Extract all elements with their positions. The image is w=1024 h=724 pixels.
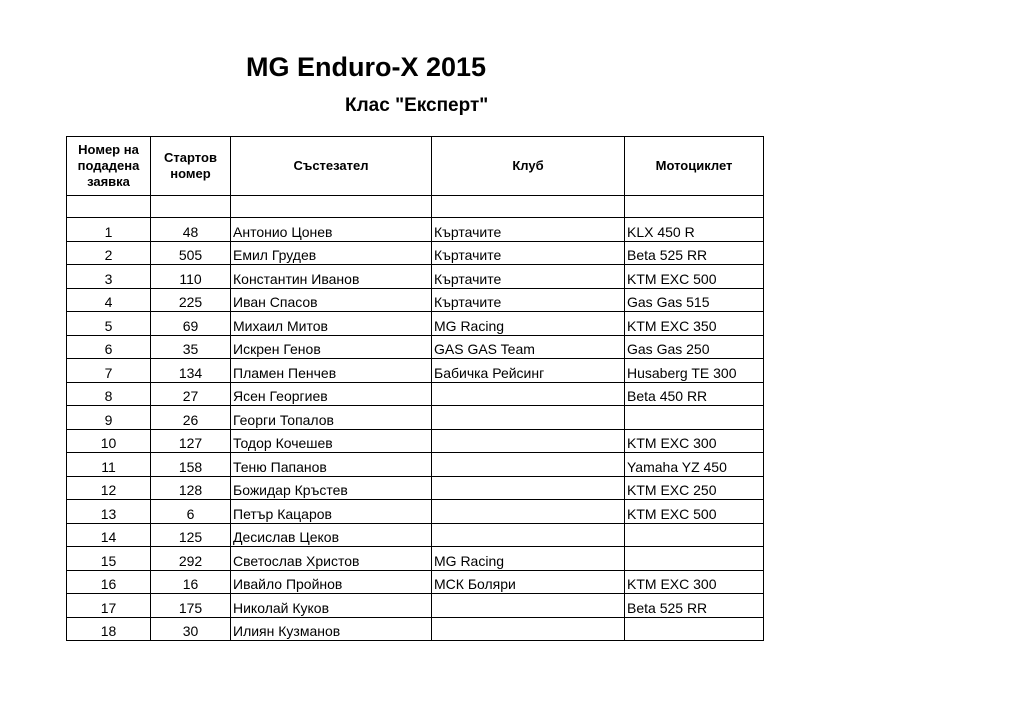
competitor-cell: Емил Грудев — [231, 241, 432, 265]
table-row — [67, 359, 764, 383]
club-cell — [432, 523, 625, 547]
table-row — [67, 382, 764, 406]
table-row — [67, 429, 764, 453]
table-row — [67, 570, 764, 594]
header-competitor: Състезател — [231, 137, 432, 196]
competitor-cell: Пламен Пенчев — [231, 359, 432, 383]
competitor-cell: Божидар Кръстев — [231, 476, 432, 500]
competitor-cell: Иван Спасов — [231, 288, 432, 312]
entry-number-cell: 5 — [67, 312, 151, 336]
motorcycle-cell — [625, 406, 764, 430]
motorcycle-cell: KTM EXC 300 — [625, 429, 764, 453]
motorcycle-cell: Beta 525 RR — [625, 241, 764, 265]
table-row — [67, 453, 764, 477]
start-number-cell: 26 — [151, 406, 231, 430]
table-row — [67, 288, 764, 312]
motorcycle-cell — [625, 547, 764, 571]
start-number-cell: 128 — [151, 476, 231, 500]
start-number-cell: 110 — [151, 265, 231, 289]
empty-cell — [67, 196, 151, 218]
competitor-cell: Николай Куков — [231, 594, 432, 618]
start-number-cell: 127 — [151, 429, 231, 453]
competitor-cell: Ясен Георгиев — [231, 382, 432, 406]
motorcycle-cell — [625, 617, 764, 641]
competitor-cell: Десислав Цеков — [231, 523, 432, 547]
class-subtitle: Клас "Експерт" — [345, 95, 489, 116]
entry-number-cell: 1 — [67, 218, 151, 242]
table-row — [67, 406, 764, 430]
entry-number-cell: 17 — [67, 594, 151, 618]
start-number-cell: 30 — [151, 617, 231, 641]
club-cell: МСК Боляри — [432, 570, 625, 594]
competitor-cell: Светослав Христов — [231, 547, 432, 571]
table-row — [67, 617, 764, 641]
document-title: MG Enduro-X 2015 — [246, 52, 487, 82]
motorcycle-cell: KTM EXC 250 — [625, 476, 764, 500]
motorcycle-cell: Beta 450 RR — [625, 382, 764, 406]
competitor-cell: Петър Кацаров — [231, 500, 432, 524]
club-cell — [432, 500, 625, 524]
header-row — [67, 137, 764, 196]
table-row — [67, 594, 764, 618]
club-cell — [432, 594, 625, 618]
club-cell — [432, 453, 625, 477]
table-row — [67, 523, 764, 547]
start-number-cell: 292 — [151, 547, 231, 571]
club-cell: MG Racing — [432, 547, 625, 571]
entry-number-cell: 14 — [67, 523, 151, 547]
competitor-cell: Михаил Митов — [231, 312, 432, 336]
entry-number-cell: 18 — [67, 617, 151, 641]
club-cell: Къртачите — [432, 265, 625, 289]
table-row — [67, 218, 764, 242]
club-cell: Къртачите — [432, 218, 625, 242]
entry-number-cell: 11 — [67, 453, 151, 477]
motorcycle-cell: Husaberg TE 300 — [625, 359, 764, 383]
entry-number-cell: 15 — [67, 547, 151, 571]
club-cell: Бабичка Рейсинг — [432, 359, 625, 383]
competitor-cell: Константин Иванов — [231, 265, 432, 289]
motorcycle-cell: KTM EXC 300 — [625, 570, 764, 594]
entries-table — [66, 136, 764, 641]
club-cell — [432, 382, 625, 406]
competitor-cell: Ивайло Пройнов — [231, 570, 432, 594]
header-club: Клуб — [432, 137, 625, 196]
start-number-cell: 69 — [151, 312, 231, 336]
start-number-cell: 158 — [151, 453, 231, 477]
club-cell — [432, 406, 625, 430]
table-header — [67, 137, 764, 196]
club-cell — [432, 476, 625, 500]
club-cell: Къртачите — [432, 241, 625, 265]
table-row — [67, 476, 764, 500]
club-cell: MG Racing — [432, 312, 625, 336]
club-cell: Къртачите — [432, 288, 625, 312]
start-number-cell: 6 — [151, 500, 231, 524]
start-number-cell: 175 — [151, 594, 231, 618]
empty-cell — [625, 196, 764, 218]
entry-number-cell: 12 — [67, 476, 151, 500]
empty-cell — [231, 196, 432, 218]
header-entry-number: Номер на подадена заявка — [67, 137, 151, 196]
club-cell — [432, 429, 625, 453]
empty-cell — [432, 196, 625, 218]
entry-number-cell: 6 — [67, 335, 151, 359]
table-row — [67, 312, 764, 336]
competitor-cell: Тодор Кочешев — [231, 429, 432, 453]
entry-number-cell: 10 — [67, 429, 151, 453]
table-body — [67, 196, 764, 641]
competitor-cell: Искрен Генов — [231, 335, 432, 359]
motorcycle-cell: Yamaha YZ 450 — [625, 453, 764, 477]
competitor-cell: Илиян Кузманов — [231, 617, 432, 641]
start-number-cell: 48 — [151, 218, 231, 242]
club-cell — [432, 617, 625, 641]
entry-number-cell: 8 — [67, 382, 151, 406]
start-number-cell: 35 — [151, 335, 231, 359]
motorcycle-cell: KTM EXC 500 — [625, 265, 764, 289]
table-row — [67, 335, 764, 359]
competitor-cell: Георги Топалов — [231, 406, 432, 430]
motorcycle-cell: Gas Gas 250 — [625, 335, 764, 359]
empty-cell — [151, 196, 231, 218]
motorcycle-cell: Gas Gas 515 — [625, 288, 764, 312]
entry-number-cell: 9 — [67, 406, 151, 430]
empty-spacer-row — [67, 196, 764, 218]
start-number-cell: 225 — [151, 288, 231, 312]
entry-number-cell: 7 — [67, 359, 151, 383]
header-motorcycle: Мотоциклет — [625, 137, 764, 196]
table-row — [67, 547, 764, 571]
entry-number-cell: 16 — [67, 570, 151, 594]
start-number-cell: 27 — [151, 382, 231, 406]
entry-number-cell: 3 — [67, 265, 151, 289]
motorcycle-cell: KLX 450 R — [625, 218, 764, 242]
start-number-cell: 125 — [151, 523, 231, 547]
table-row — [67, 500, 764, 524]
start-number-cell: 505 — [151, 241, 231, 265]
entry-number-cell: 4 — [67, 288, 151, 312]
motorcycle-cell: KTM EXC 500 — [625, 500, 764, 524]
motorcycle-cell — [625, 523, 764, 547]
club-cell: GAS GAS Team — [432, 335, 625, 359]
table-row — [67, 241, 764, 265]
competitor-cell: Антонио Цонев — [231, 218, 432, 242]
header-start-number: Стартов номер — [151, 137, 231, 196]
table-row — [67, 265, 764, 289]
motorcycle-cell: KTM EXC 350 — [625, 312, 764, 336]
entry-number-cell: 13 — [67, 500, 151, 524]
motorcycle-cell: Beta 525 RR — [625, 594, 764, 618]
competitor-cell: Теню Папанов — [231, 453, 432, 477]
entry-number-cell: 2 — [67, 241, 151, 265]
start-number-cell: 16 — [151, 570, 231, 594]
start-number-cell: 134 — [151, 359, 231, 383]
